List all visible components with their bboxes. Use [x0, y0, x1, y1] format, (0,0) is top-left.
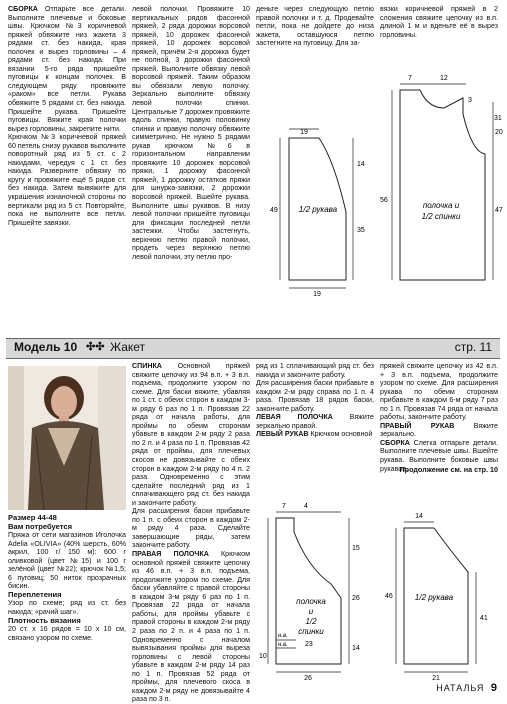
paragraph-text: левой полочки. Провяжите 10 вертикальных рядов фасонной пряжей, 2 ряда дорожки ворсовой пряжей, 10 дорожек фасонной пряжей, 10 дорожек ворсовой пряжей, причём 2-я дорожка будет не полной, 3 дорожки фасонной пряжей. Выполните обвязку левой ворсовой пряжей. Таким образом вы обвязали левую полочку. Зеркально выполните обвязку левой полочки спинки. Центральные 7 дорожек провяжите вдоль спинки, правую половинку спинки и правую полочку обвяжите симметрично. Не нужно 5 рядами рукав крючком №6 в горизонтальном направлении провяжите 10 дорожек ворсовой пряжи, 1 дорожку фасонной пряжей, 1 дорожку остатков пряжи для шнурка-завязки, 2 дорожки ворсовой пряжей. Вшейте рукава. Выполните швы рукавов. В низу левой полочки пришейте пуговицы для фиксации последней петли застежки. Чтобы застегнуть, верхнюю петлю правой полочки, продеть через верхнюю петлю левой полочки, эту петлю про- [132, 5, 250, 261]
top-diagrams [256, 62, 503, 334]
paragraph-text: Вяжите зеркально правой. [256, 413, 374, 430]
paragraph-text: Отпарьте все детали. Выполните плечевые и боковые швы. Крючком №3 коричневой пряжей обвяжите низ жакета 3 рядами ст. без накида, края полочек и вырез горловины – 4 рядами ст. без накида. При вязании 5-го ряда пришейте пуговицы к концам полочек. В следующем ряду провяжите «раком» все петли. Рукава обвяжите 5 рядами ст. без накида. Пришейте рукава. Пришейте пуговицы. Вяжите края полочки вырез горловины, закрепите нити. [8, 5, 126, 133]
bottom-col-2 [132, 362, 250, 704]
front-dim-10: 26 [304, 675, 312, 682]
continue-note: Продолжение см. на стр. 10 [399, 465, 498, 474]
paragraph-text: Для расширения баски прибавьте по 1 п. с обеих сторон в каждом 2-м ряду 4 раза. Сделайте завершающие ряды, затем закончите работу. [132, 507, 250, 550]
back-dim-4: 31 [494, 115, 502, 122]
sleeve2-dim-right: 41 [480, 615, 488, 622]
paragraph [256, 379, 374, 413]
paragraph [8, 133, 126, 227]
top-col-2 [132, 5, 250, 335]
bottom-diagrams [256, 480, 503, 685]
sleeve2-dim-bottom: 21 [432, 675, 440, 682]
paragraph [380, 422, 498, 439]
paragraph-text: Крючком основной пряжей свяжите цепочку из 46 в.п. + 3 в.п. подъема, продолжите узором по схеме. Для баски убавляйте с правой стороны в каждом 3-м ряду 6 раз по 1 п. Провязав 22 ряда от начала работы, для проймы убавьте с правой стороны в каждом 2-м ряду 2 раза по 2 п. и 4 раза по 1 п. Одновременно с началом вывязывания проймы для выреза горловины с левой стороны убавьте в каждом 2-м ряду 14 раз по 1 п. Провязав 52 ряда от проймы, для плечевого скоса в каждом 2-м ряду не довязывайте 4 раза по 3 п. [132, 550, 250, 704]
paragraph-text: вязки коричневой пряжей в 2 сложения свяжите цепочку из в.п. длиной 1 м и вденьте её в вырез горловины. [380, 5, 498, 39]
paragraph [256, 362, 374, 379]
paragraph [256, 430, 374, 439]
page-footer [436, 682, 497, 694]
front-dim-2: 4 [304, 503, 308, 510]
need-text: Пряжа от сети магазинов Иголочка Adelia «OLIVIA» (40% шерсть, 60% акрил, 100 г/ 150 м): 600 г оливковой (цвет №15) и 100 г зелёной (цвет №22); крючок №1,5; 6 пуговиц; 50 ниток прозрачных бисин. [8, 531, 126, 591]
paragraph-text: Для расширения баски прибавьте в каждом 2-м ряду справа по 1 п. 4 раза. Провязав 18 рядов баски, закончите работу. [256, 379, 374, 413]
bottom-col-3 [256, 362, 374, 462]
front-dim-5: 14 [352, 645, 360, 652]
size-label: Размер 44-48 [8, 513, 57, 522]
paragraph-text: Вяжите зеркально. [380, 421, 498, 439]
paragraph [132, 507, 250, 550]
paragraph [256, 5, 374, 48]
paragraph-heading: ПРАВАЯ ПОЛОЧКА [132, 550, 209, 559]
paragraph-heading: СБОРКА [8, 5, 38, 13]
weave-title: Переплетения [8, 589, 62, 599]
magazine-name: НАТАЛЬЯ [436, 683, 485, 693]
model-title: Жакет [110, 340, 146, 354]
front-dim-7: н.в. [278, 642, 288, 648]
density-text: 20 ст. x 16 рядов = 10 x 10 см, связано узором по схеме. [8, 625, 126, 642]
paragraph [380, 5, 498, 39]
paragraph [256, 413, 374, 430]
ornament-icon: ✣✣ [86, 341, 105, 353]
paragraph [8, 5, 126, 133]
sleeve-label: 1/2 рукава [298, 205, 338, 214]
sleeve-dim-bottom: 19 [313, 291, 321, 298]
paragraph-text: деньте через следующую петлю правой полочки и т. д. Продевайте петли, пока не дойдете до низа жакета, оставшуюся петлю застегните на пуговицу. Для за- [256, 5, 374, 48]
paragraph [380, 362, 498, 422]
sleeve-dim-top: 19 [300, 129, 308, 136]
top-col-3 [256, 5, 374, 63]
sleeve-dim-right-top: 14 [357, 161, 365, 168]
model-photo [8, 366, 126, 510]
density-title: Плотность вязания [8, 615, 81, 625]
paragraph [132, 362, 250, 507]
front-dim-1: 7 [282, 503, 286, 510]
sleeve-dim-right: 35 [357, 227, 365, 234]
back-diagram [392, 84, 493, 280]
model-label: Модель 10 [14, 340, 78, 354]
paragraph-heading: ЛЕВЫЙ РУКАВ [256, 430, 309, 439]
paragraph-heading: ЛЕВАЯ ПОЛОЧКА [256, 413, 333, 422]
front-dim-8: 23 [305, 641, 313, 648]
paragraph-text: ряд из 1 сплачивающий ряд ст. без накида и закончите работу. [256, 362, 374, 379]
model-header-band [6, 338, 500, 359]
front-label-1: полочка [296, 597, 326, 606]
paragraph-heading: СБОРКА [380, 438, 410, 447]
back-dim-6: 20 [495, 129, 503, 136]
paragraph-text: Основной пряжей свяжите цепочку из 94 в.п. + 3 в.п. подъема, продолжите узором по схеме. Для баски вяжите, убавляя по 1 ст. с обеих сторон в каждом 3-м ряду 6 раз по 1 п. Провязав 22 ряда от начала работы, для проймы по обеим сторонам убавьте в каждом 2-м ряду 2 раза по 2 п. и 4 раза по 1 п. Провязав 42 ряда от проймы, для плечевых скосов не довязывайте с обеих сторон в каждом 2-м ряду по 4 п. 2 раза. Одновременно с этим сделайте последний ряд из 1 сплачивающего ряд ст. без накида и закончите работу. [132, 362, 250, 507]
top-col-1 [8, 5, 126, 335]
need-title: Вам потребуется [8, 521, 73, 531]
front-dim-6: н.в. [278, 633, 288, 639]
back-dim-7: 47 [495, 207, 503, 214]
sleeve-dim-left: 49 [270, 207, 278, 214]
paragraph [132, 550, 250, 704]
paragraph-heading: ПРАВЫЙ РУКАВ [380, 421, 455, 430]
back-label-1: полочка и [422, 201, 460, 210]
front-dim-3: 15 [352, 545, 360, 552]
front-label-4: спинки [298, 627, 324, 636]
top-col-4 [380, 5, 498, 55]
paragraph-heading: СПИНКА [132, 362, 162, 370]
back-dim-2: 12 [440, 75, 448, 82]
paragraph [132, 5, 250, 261]
paragraph-text: Слегка отпарьте детали. Выполните плечевые швы. Вшейте рукава. Выполните боковые швы рукавов. [380, 438, 498, 473]
front-diagram [268, 512, 349, 672]
sleeve2-dim-top: 14 [415, 513, 423, 520]
front-label-3: 1/2 [305, 617, 317, 626]
paragraph-text: Крючком №3 коричневой пряжей 60 петель снизу рукавов выполните поворотный ряд из 5 ст. с 2 накидами, чередуя с 1 ст. без накида. Разверните обвязку по кругу и провяжите ещё 5 рядов ст. без накида. Затем вывяжите для украшения изнаночной стороны по вертикали ряд из 5 ст. Повторяйте, пока не выполните все петли. Пришейте завязки. [8, 133, 126, 227]
back-dim-1: 7 [408, 75, 412, 82]
front-dim-4: 26 [352, 595, 360, 602]
sleeve2-label: 1/2 рукава [414, 593, 454, 602]
back-label-2: 1/2 спинки [421, 212, 461, 221]
sleeve2-dim-left: 46 [385, 593, 393, 600]
page-number: 9 [490, 682, 497, 694]
page-ref: стр. 11 [454, 340, 492, 354]
front-label-2: и [308, 607, 314, 616]
front-dim-9: 10 [259, 653, 267, 660]
back-dim-3: 3 [468, 97, 472, 104]
paragraph-text: пряжей свяжите цепочку из 42 в.п. + 3 в.п. подъема, продолжите узором по схеме. Для расширения рукава по обеим сторонам прибавьте в каждом 6-м ряду 7 раз по 1 п. Провязав 74 ряда от начала работы, закончите работу. [380, 362, 498, 422]
back-dim-5: 56 [380, 197, 388, 204]
left-info [8, 514, 126, 690]
weave-text: Узор по схеме; ряд из ст. без накида; «рачий шаг». [8, 599, 126, 617]
paragraph-text: Крючком основной [308, 430, 373, 439]
